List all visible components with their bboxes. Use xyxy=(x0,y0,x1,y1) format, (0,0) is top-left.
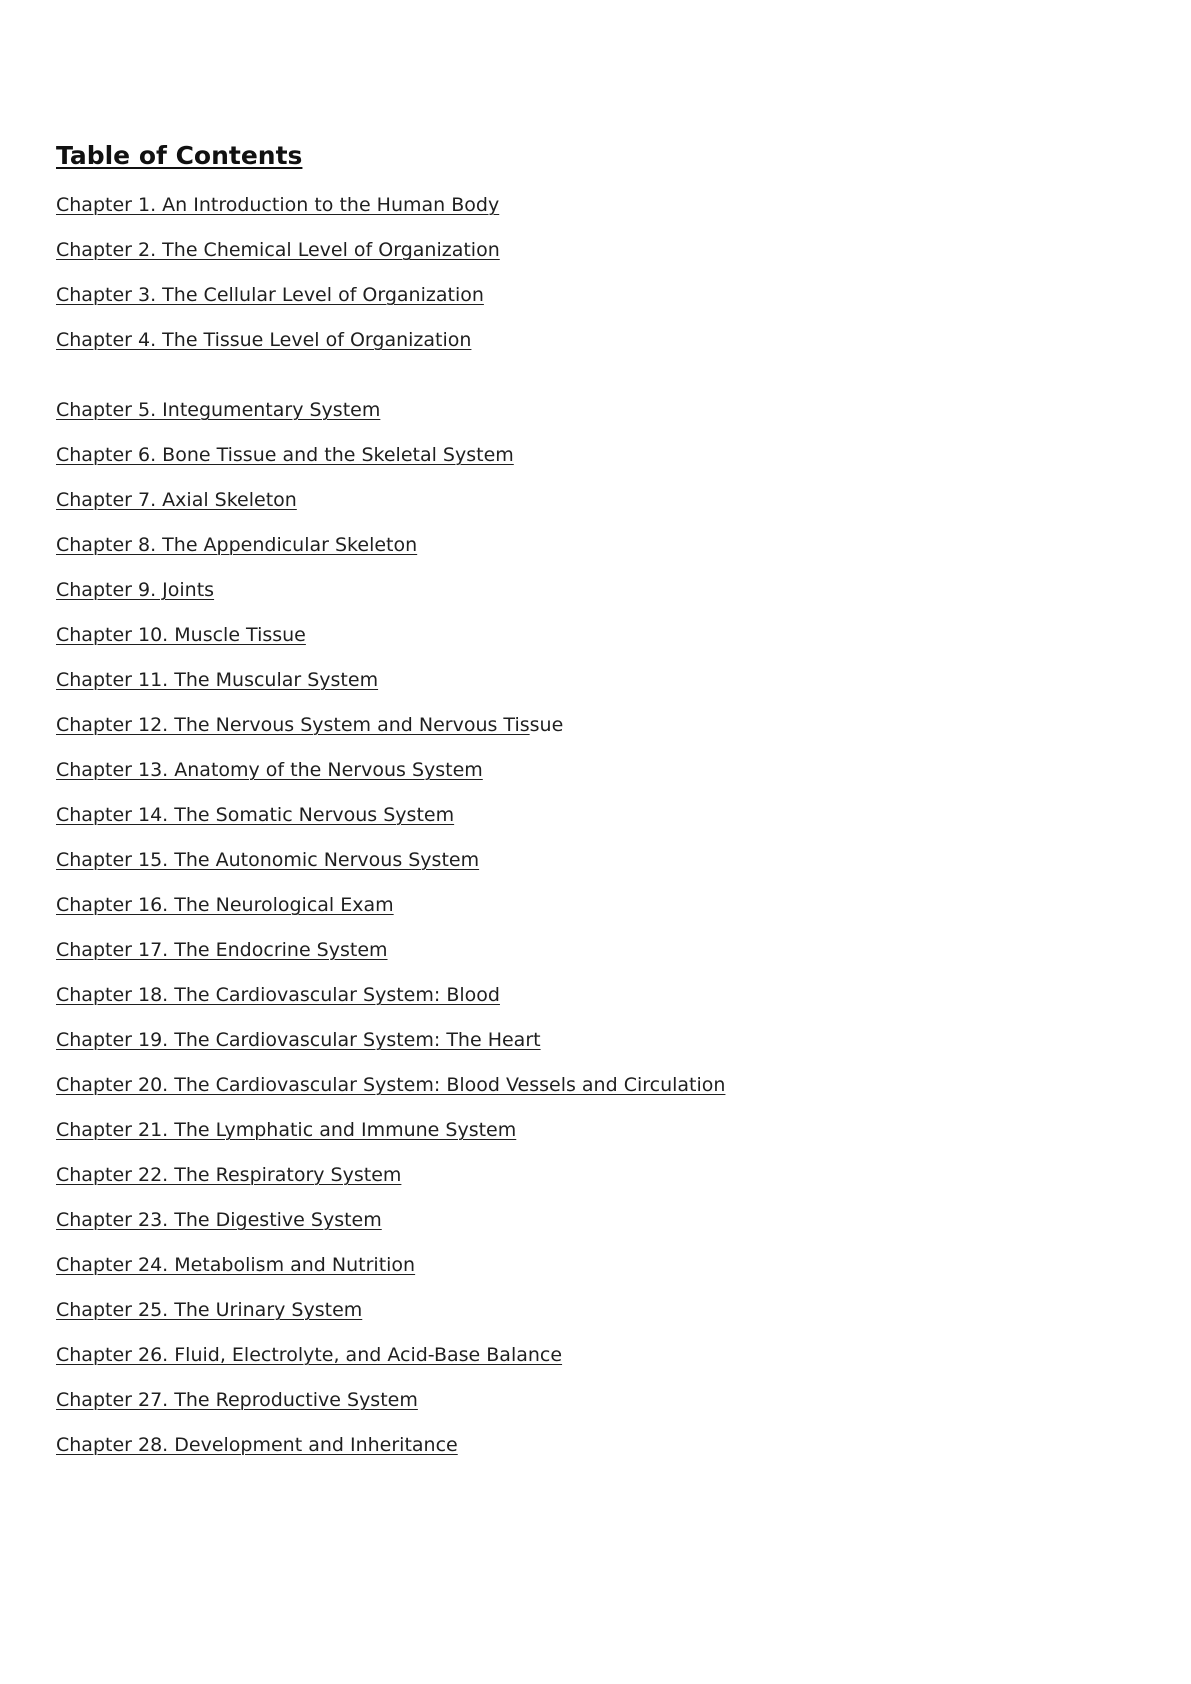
chapter-link[interactable]: Chapter 7. Axial Skeleton xyxy=(56,489,297,511)
toc-item xyxy=(56,983,500,1007)
chapter-link[interactable]: Chapter 27. The Reproductive System xyxy=(56,1389,418,1411)
toc-item xyxy=(56,1208,382,1232)
chapter-link[interactable]: Chapter 19. The Cardiovascular System: The Heart xyxy=(56,1029,541,1051)
chapter-link[interactable]: Chapter 18. The Cardiovascular System: Blood xyxy=(56,984,500,1006)
toc-item xyxy=(56,938,388,962)
toc-item xyxy=(56,623,306,647)
chapter-link[interactable]: Chapter 1. An Introduction to the Human Body xyxy=(56,194,500,216)
toc-item xyxy=(56,1298,362,1322)
chapter-link[interactable]: Chapter 11. The Muscular System xyxy=(56,669,379,691)
chapter-link[interactable]: Chapter 15. The Autonomic Nervous System xyxy=(56,849,480,871)
toc-item xyxy=(56,1388,418,1412)
toc-item xyxy=(56,1118,516,1142)
toc-item xyxy=(56,668,378,692)
chapter-link[interactable]: Chapter 21. The Lymphatic and Immune System xyxy=(56,1119,517,1141)
toc-title: Table of Contents xyxy=(56,141,303,170)
chapter-link[interactable]: Chapter 14. The Somatic Nervous System xyxy=(56,804,455,826)
toc-item xyxy=(56,193,499,217)
toc-item xyxy=(56,328,471,352)
chapter-link[interactable]: Chapter 20. The Cardiovascular System: Blood Vessels and Circulation xyxy=(56,1074,726,1096)
toc-item xyxy=(56,1073,725,1097)
toc-item xyxy=(56,238,500,262)
chapter-link[interactable]: Chapter 6. Bone Tissue and the Skeletal System xyxy=(56,444,514,466)
toc-item xyxy=(56,443,514,467)
toc-item xyxy=(56,283,484,307)
chapter-link[interactable]: Chapter 17. The Endocrine System xyxy=(56,939,388,961)
chapter-link-tail: sue xyxy=(529,714,564,736)
chapter-link[interactable]: Chapter 3. The Cellular Level of Organization xyxy=(56,284,484,306)
chapter-link[interactable]: Chapter 5. Integumentary System xyxy=(56,399,381,421)
chapter-link[interactable]: Chapter 25. The Urinary System xyxy=(56,1299,363,1321)
chapter-link[interactable]: Chapter 13. Anatomy of the Nervous System xyxy=(56,759,483,781)
chapter-link[interactable]: Chapter 24. Metabolism and Nutrition xyxy=(56,1254,416,1276)
toc-item xyxy=(56,533,417,557)
chapter-link[interactable]: Chapter 26. Fluid, Electrolyte, and Acid-Base Balance xyxy=(56,1344,563,1366)
toc-item xyxy=(56,758,483,782)
chapter-link[interactable]: Chapter 4. The Tissue Level of Organization xyxy=(56,329,472,351)
toc-item xyxy=(56,488,297,512)
chapter-link[interactable]: Chapter 9. Joints xyxy=(56,579,215,601)
chapter-link[interactable]: Chapter 22. The Respiratory System xyxy=(56,1164,402,1186)
toc-item xyxy=(56,893,394,917)
toc-item xyxy=(56,713,563,737)
toc-item xyxy=(56,578,214,602)
toc-item xyxy=(56,1343,562,1367)
toc-item xyxy=(56,803,454,827)
toc-item xyxy=(56,1163,401,1187)
chapter-link[interactable]: Chapter 2. The Chemical Level of Organization xyxy=(56,239,500,261)
chapter-link[interactable]: Chapter 16. The Neurological Exam xyxy=(56,894,394,916)
toc-item xyxy=(56,1433,458,1457)
chapter-link[interactable]: Chapter 12. The Nervous System and Nervous Tis xyxy=(56,714,530,736)
toc-item xyxy=(56,398,380,422)
chapter-link[interactable]: Chapter 10. Muscle Tissue xyxy=(56,624,306,646)
chapter-link[interactable]: Chapter 23. The Digestive System xyxy=(56,1209,382,1231)
chapter-link[interactable]: Chapter 8. The Appendicular Skeleton xyxy=(56,534,418,556)
chapter-link[interactable]: Chapter 28. Development and Inheritance xyxy=(56,1434,458,1456)
toc-item xyxy=(56,1028,541,1052)
toc-item xyxy=(56,848,479,872)
toc-item xyxy=(56,1253,415,1277)
